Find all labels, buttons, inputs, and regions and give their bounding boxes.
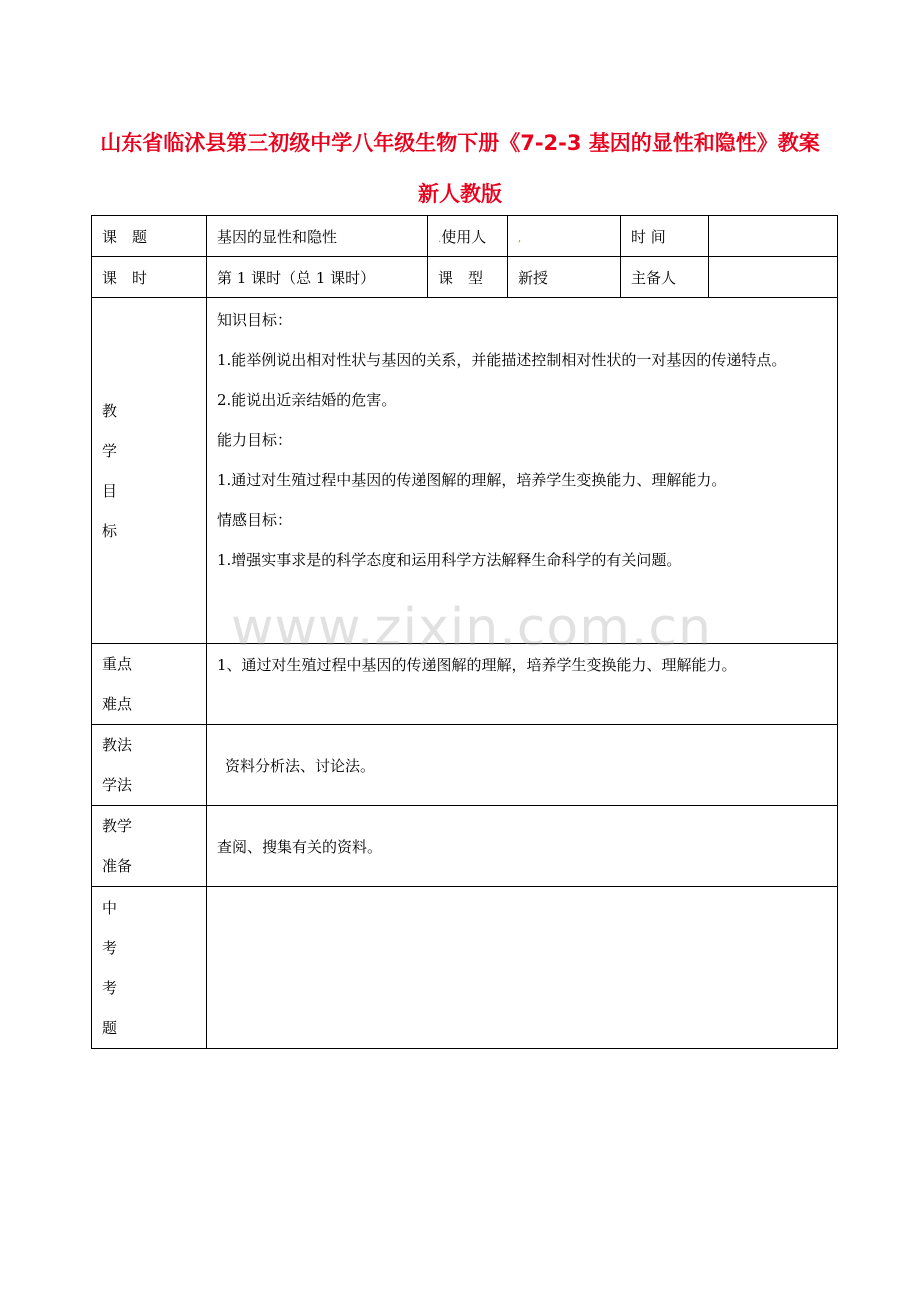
- table-row-methods: [92, 725, 838, 806]
- exam-content: [207, 887, 838, 1049]
- table-row: [92, 216, 838, 257]
- goals-label-char: 教: [102, 401, 118, 420]
- methods-label: [92, 725, 207, 806]
- topic-label: 课 题: [92, 216, 207, 257]
- topic-value: 基因的显性和隐性: [207, 216, 428, 257]
- methods-label-line: 教法: [102, 736, 133, 754]
- goal-line: 1.能举例说出相对性状与基因的关系，并能描述控制相对性状的一对基因的传递特点。: [217, 351, 787, 369]
- goal-line: 1.通过对生殖过程中基因的传递图解的理解，培养学生变换能力、理解能力。: [217, 471, 727, 489]
- key-points-content: 1、通过对生殖过程中基因的传递图解的理解，培养学生变换能力、理解能力。: [207, 644, 838, 725]
- table-row-goals: [92, 298, 838, 644]
- goals-label-char: 目: [102, 481, 118, 500]
- table-row: [92, 257, 838, 298]
- preparer-value: [709, 257, 838, 298]
- type-label: 课 型: [428, 257, 508, 298]
- goals-label-char: 学: [102, 441, 118, 460]
- time-value: [709, 216, 838, 257]
- goals-content: [207, 298, 838, 644]
- goal-line: 2.能说出近亲结婚的危害。: [217, 391, 397, 409]
- goal-line: 1.增强实事求是的科学态度和运用科学方法解释生命科学的有关问题。: [217, 551, 682, 569]
- document-title-line2: 新人教版: [418, 182, 502, 206]
- exam-label-char: 中: [102, 898, 118, 917]
- goals-label: [92, 298, 207, 644]
- goal-line: 知识目标：: [217, 311, 293, 329]
- table-row-preparation: [92, 806, 838, 887]
- preparation-label: [92, 806, 207, 887]
- methods-content: 资料分析法、讨论法。: [207, 725, 838, 806]
- goal-line: 能力目标：: [217, 431, 293, 449]
- goal-line: 情感目标：: [217, 511, 293, 529]
- key-points-label: [92, 644, 207, 725]
- exam-label-char: 考: [102, 978, 118, 997]
- type-value: 新授: [508, 257, 621, 298]
- user-label-cell: [428, 216, 508, 257]
- preparer-label: 主备人: [621, 257, 709, 298]
- key-points-label-line: 难点: [102, 695, 133, 713]
- preparation-label-line: 准备: [102, 857, 133, 875]
- methods-label-line: 学法: [102, 776, 133, 794]
- table-row-exam: [92, 887, 838, 1049]
- dot-mark-icon: ,: [518, 233, 522, 244]
- dot-mark-icon: .: [438, 233, 442, 245]
- period-value: 第 1 课时（总 1 课时）: [207, 257, 428, 298]
- period-label: 课 时: [92, 257, 207, 298]
- exam-label-char: 考: [102, 938, 118, 957]
- key-points-label-line: 重点: [102, 655, 133, 673]
- time-label: 时 间: [621, 216, 709, 257]
- preparation-content: 查阅、搜集有关的资料。: [207, 806, 838, 887]
- preparation-label-line: 教学: [102, 817, 133, 835]
- exam-label: [92, 887, 207, 1049]
- exam-label-char: 题: [102, 1018, 118, 1037]
- user-label: 使用人: [441, 227, 487, 246]
- watermark: www.zixin.com.cn: [231, 598, 712, 658]
- goals-label-char: 标: [102, 521, 118, 540]
- user-value: [508, 216, 621, 257]
- document-title-line1: 山东省临沭县第三初级中学八年级生物下册《7-2-3 基因的显性和隐性》教案: [100, 131, 820, 155]
